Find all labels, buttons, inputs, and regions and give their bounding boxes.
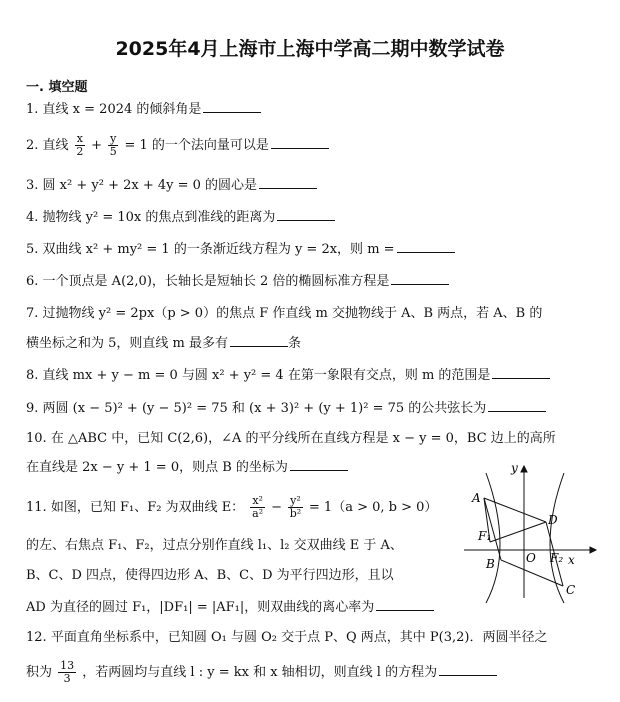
label-B: B: [486, 557, 495, 571]
question-12-line2: 积为 $\frac{13}{3}$ ，若两圆均与直线 l : y = kx 和 x 轴相切，则直线 l 的方程为: [26, 660, 497, 685]
question-text: 直线 x = 2024 的倾斜角是: [42, 102, 202, 117]
label-A: A: [472, 491, 481, 505]
question-2: 2. 直线 $\frac{x}{2}$ + $\frac{y}{5}$ = 1 的一个法向量可以是: [26, 133, 329, 158]
answer-blank: [492, 366, 550, 379]
question-10-line2: 在直线是 2x − y + 1 = 0，则点 B 的坐标为: [26, 458, 348, 477]
label-C: C: [566, 583, 576, 597]
label-D: D: [548, 513, 558, 527]
question-12: 12. 平面直角坐标系中，已知圆 O₁ 与圆 O₂ 交于点 P、Q 两点，其中 P(3,2)．两圆半径之: [26, 630, 548, 645]
question-11-line4: AD 为直径的圆过 F₁，|DF₁| = |AF₁|，则双曲线的离心率为: [26, 598, 434, 617]
question-7-line2: 横坐标之和为 5，则直线 m 最多有 条: [26, 336, 302, 351]
answer-blank: [259, 176, 317, 189]
question-5: 5. 双曲线 x² + my² = 1 的一条渐近线方程为 y = 2x，则 m =: [26, 240, 455, 259]
fraction: $\frac{y}{5}$: [109, 132, 117, 158]
answer-blank: [376, 598, 434, 611]
line-AD: [484, 498, 546, 522]
answer-blank: [391, 272, 449, 285]
answer-blank: [290, 458, 348, 471]
answer-blank: [277, 208, 335, 221]
page-title: 2025年4月上海市上海中学高二期中数学试卷: [115, 38, 505, 60]
question-3: 3. 圆 x² + y² + 2x + 4y = 0 的圆心是: [26, 176, 317, 195]
question-7: 7. 过抛物线 y² = 2px（p > 0）的焦点 F 作直线 m 交抛物线于 A、B 两点，若 A、B 的: [26, 306, 543, 321]
label-x: x: [568, 553, 575, 567]
question-number: 1.: [26, 102, 39, 117]
answer-blank: [203, 100, 261, 113]
question-1: [26, 100, 261, 119]
question-9: 9. 两圆 (x − 5)² + (y − 5)² = 75 和 (x + 3)² + (y + 1)² = 75 的公共弦长为: [26, 399, 546, 418]
answer-blank: [271, 136, 329, 149]
question-4: 4. 抛物线 y² = 10x 的焦点到准线的距离为: [26, 208, 335, 227]
question-number: 2.: [26, 138, 39, 153]
label-F2: F₂: [550, 551, 564, 565]
label-O: O: [526, 551, 536, 565]
fraction: $\frac{x}{2}$: [76, 132, 84, 158]
question-11-line2: 的左、右焦点 F₁、F₂，过点分别作直线 l₁、l₂ 交双曲线 E 于 A、: [26, 538, 403, 553]
label-F1: F₁: [478, 529, 492, 543]
answer-blank: [397, 240, 455, 253]
hyperbola-figure: [456, 458, 606, 608]
label-y: y: [511, 461, 518, 475]
answer-blank: [230, 334, 288, 347]
answer-blank: [439, 663, 497, 676]
section-heading: 一. 填空题: [26, 80, 88, 95]
question-11-line3: B、C、D 四点，使得四边形 A、B、C、D 为平行四边形，且以: [26, 568, 394, 583]
answer-blank: [488, 399, 546, 412]
question-text: = 1 的一个法向量可以是: [124, 138, 269, 153]
question-10: 10. 在 △ABC 中，已知 C(2,6)，∠A 的平分线所在直线方程是 x − y = 0，BC 边上的高所: [26, 431, 556, 446]
y-axis-arrow: [521, 466, 527, 472]
question-6: 6. 一个顶点是 A(2,0)，长轴长是短轴长 2 倍的椭圆标准方程是: [26, 272, 449, 291]
question-11: 11. 如图，已知 F₁、F₂ 为双曲线 E： $\frac{\text{x²}}{\text{a²}}$ − $\frac{\text{y²}}{\text{b²}}$ = 1（a > 0, b > 0）: [26, 494, 438, 520]
question-8: 8. 直线 mx + y − m = 0 与圆 x² + y² = 4 在第一象限有交点，则 m 的范围是: [26, 366, 550, 385]
x-axis-arrow: [590, 547, 596, 553]
